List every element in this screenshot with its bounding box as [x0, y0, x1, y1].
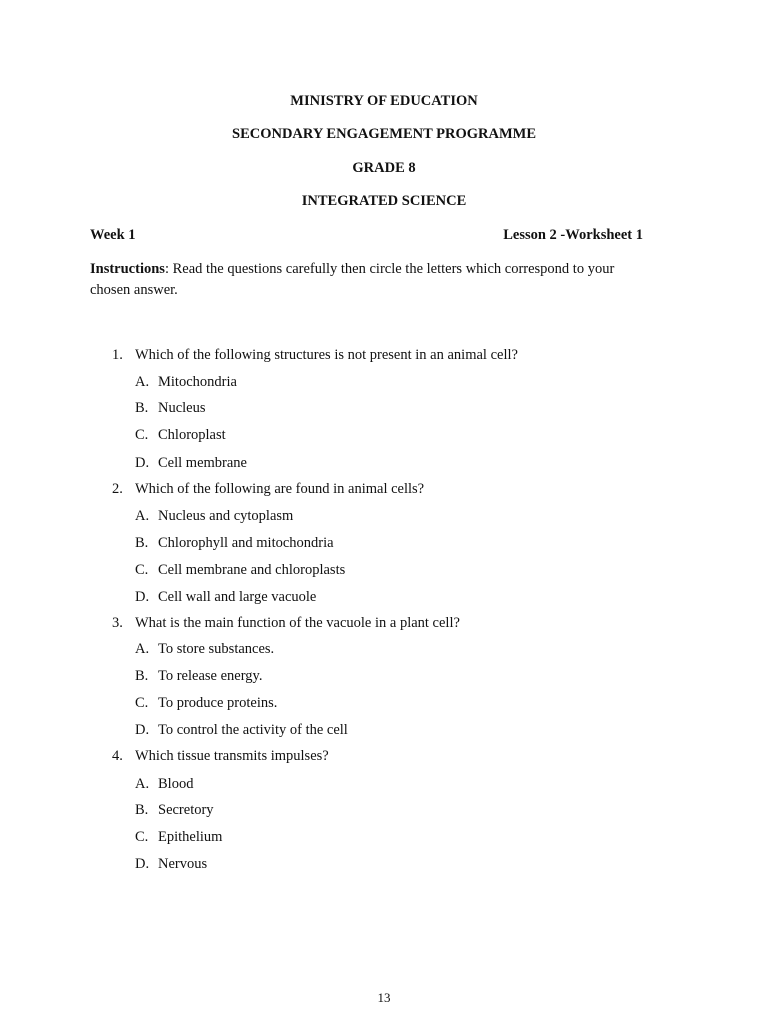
option-letter: A.: [135, 374, 150, 390]
option-text: Blood: [158, 776, 194, 792]
option-text: Chlorophyll and mitochondria: [158, 535, 334, 551]
option-text: Mitochondria: [158, 374, 237, 390]
question-text: What is the main function of the vacuole in a plant cell?: [135, 615, 460, 631]
grade-heading: GRADE 8: [352, 160, 416, 176]
ministry-heading: MINISTRY OF EDUCATION: [290, 93, 478, 109]
option-text: Nucleus and cytoplasm: [158, 508, 294, 524]
option-text: To release energy.: [158, 668, 263, 684]
option-1c[interactable]: [135, 427, 226, 444]
option-letter: D.: [135, 856, 150, 872]
option-text: Epithelium: [158, 829, 223, 845]
programme-heading: SECONDARY ENGAGEMENT PROGRAMME: [232, 126, 536, 142]
option-1b[interactable]: [135, 400, 206, 417]
option-text: Chloroplast: [158, 427, 226, 443]
week-lesson-line: [90, 227, 643, 244]
option-text: Cell wall and large vacuole: [158, 589, 317, 605]
option-text: To store substances.: [158, 641, 275, 657]
option-3d[interactable]: [135, 722, 348, 739]
question-text: Which tissue transmits impulses?: [135, 748, 329, 764]
subject-heading: INTEGRATED SCIENCE: [301, 193, 467, 209]
option-4b[interactable]: [135, 802, 214, 819]
option-4c[interactable]: [135, 829, 222, 846]
option-text: To produce proteins.: [158, 695, 278, 711]
option-4d[interactable]: [135, 856, 207, 873]
option-4a[interactable]: [135, 776, 193, 793]
option-letter: D.: [135, 455, 150, 471]
option-text: Cell membrane and chloroplasts: [158, 562, 346, 578]
option-letter: B.: [135, 668, 149, 684]
option-letter: D.: [135, 722, 150, 738]
option-1d[interactable]: [135, 455, 247, 472]
question-text: Which of the following structures is not present in an animal cell?: [135, 347, 518, 363]
question-number: 1.: [112, 347, 123, 363]
option-3a[interactable]: [135, 641, 274, 658]
option-letter: C.: [135, 695, 149, 711]
option-3b[interactable]: [135, 668, 262, 685]
lesson-label: Lesson 2 -Worksheet 1: [503, 227, 643, 243]
option-letter: A.: [135, 776, 150, 792]
question-number: 4.: [112, 748, 123, 764]
week-label: Week 1: [90, 227, 136, 243]
option-2a[interactable]: [135, 508, 293, 525]
option-text: Secretory: [158, 802, 214, 818]
option-letter: A.: [135, 508, 150, 524]
option-letter: D.: [135, 589, 150, 605]
option-2c[interactable]: [135, 562, 345, 579]
question-number: 3.: [112, 615, 123, 631]
option-2d[interactable]: [135, 589, 316, 606]
option-letter: C.: [135, 562, 149, 578]
option-3c[interactable]: [135, 695, 277, 712]
option-letter: B.: [135, 400, 149, 416]
option-letter: A.: [135, 641, 150, 657]
instructions: [90, 259, 650, 301]
option-2b[interactable]: [135, 535, 334, 552]
option-letter: C.: [135, 427, 149, 443]
instructions-label: Instructions: [90, 261, 165, 277]
option-letter: C.: [135, 829, 149, 845]
option-1a[interactable]: [135, 374, 237, 391]
option-letter: B.: [135, 802, 149, 818]
instructions-text: : Read the questions carefully then circle the letters which correspond to your chosen answer.: [90, 261, 615, 298]
option-text: Nervous: [158, 856, 208, 872]
option-text: To control the activity of the cell: [158, 722, 348, 738]
question-number: 2.: [112, 481, 123, 497]
option-text: Cell membrane: [158, 455, 247, 471]
option-text: Nucleus: [158, 400, 206, 416]
question-text: Which of the following are found in animal cells?: [135, 481, 425, 497]
option-letter: B.: [135, 535, 149, 551]
page-number: 13: [377, 990, 391, 1005]
